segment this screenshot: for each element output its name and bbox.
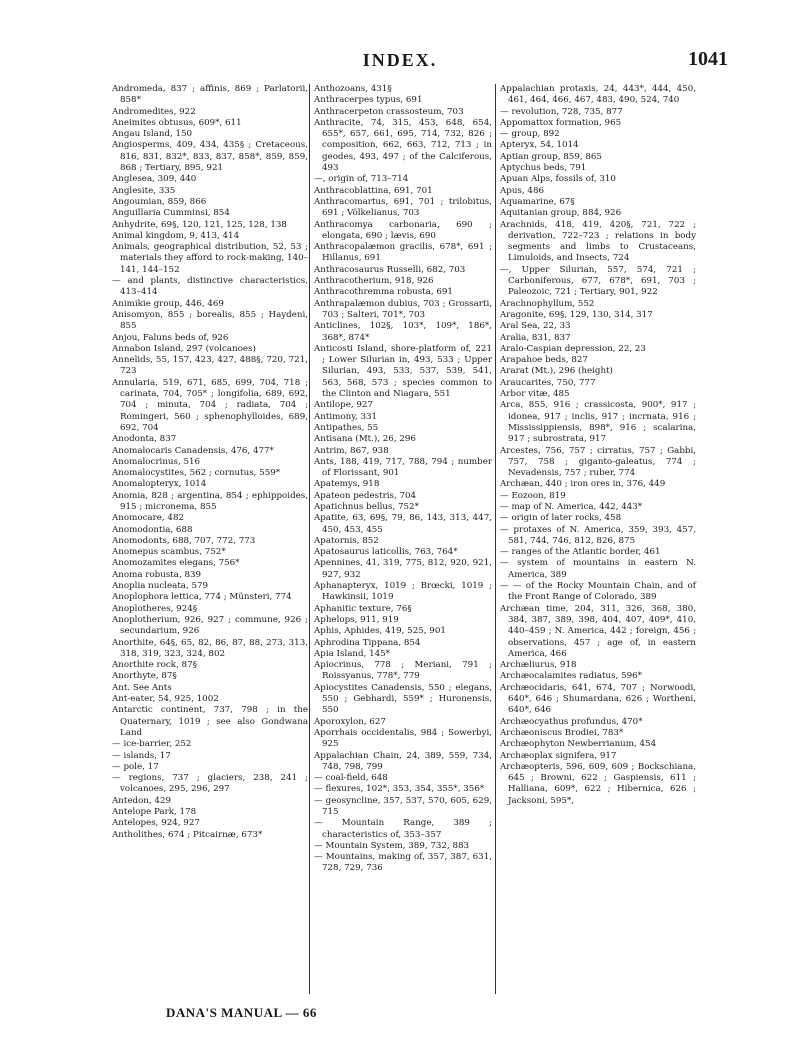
index-entry: Arcestes, 756, 757 ; cirratus, 757 ; Gabbi, 757, 758 ; giganto-galeatus, 774 ; Nevadensis, 757 ; ruber, 774 — [500, 445, 696, 479]
index-entry: — map of N. America, 442, 443* — [500, 501, 643, 512]
index-entry: Anisomyon, 855 ; borealis, 855 ; Haydeni, 855 — [112, 309, 308, 332]
index-entry: Andromedites, 922 — [112, 106, 196, 117]
index-entry: Anthracerpeton crassosteum, 703 — [314, 106, 464, 117]
index-entry: — revolution, 728, 735, 877 — [500, 106, 623, 117]
index-entry: Apus, 486 — [500, 185, 544, 196]
index-entry: Anthracite, 74, 315, 453, 648, 654, 655*, 657, 661, 695, 714, 732, 826 ; composition, 662, 663, 712, 713 ; in geodes, 493, 497 ; of the Calciferous, 493 — [314, 117, 492, 174]
index-entry: Aquamarine, 67§ — [500, 196, 575, 207]
index-entry: Anglesea, 309, 440 — [112, 174, 197, 185]
index-entry: Aral Sea, 22, 33 — [500, 321, 571, 332]
index-entry: Aporrhais occidentalis, 984 ; Sowerbyi, 925 — [314, 727, 492, 750]
index-entry: Apatichnus bellus, 752* — [314, 501, 419, 512]
index-entry: — geosyncline, 357, 537, 570, 605, 629, 715 — [314, 795, 492, 817]
index-entry: Antrim, 867, 938 — [314, 445, 389, 456]
index-entry: Anorthyte, 87§ — [112, 671, 177, 682]
index-entry: Archæocalamites radiatus, 596* — [500, 671, 642, 682]
index-entry: Archæocidaris, 641, 674, 707 ; Norwoodi, 640*, 646 ; Shumardana, 626 ; Wortheni, 640*, 646 — [500, 682, 696, 716]
index-entry: Appalachian Chain, 24, 389, 559, 734, 748, 798, 799 — [314, 750, 492, 772]
index-entry: Animals, geographical distribution, 52, 53 ; materials they afford to rock-making, 140–141, 144–152 — [112, 242, 308, 275]
index-entry: Archæan time, 204, 311, 326, 368, 380, 384, 387, 389, 398, 404, 407, 409*, 410, 440–459 ; N. America, 442 ; foreign, 456 ; observations, 457 ; age of, in eastern America, 466 — [500, 603, 696, 659]
index-entry: Apiocystites Canadensis, 550 ; elegans, 550 ; Gebhardi, 559* ; Huronensis, 550 — [314, 682, 492, 716]
index-entry: —, Upper Silurian, 557, 574, 721 ; Carboniferous, 677, 678*, 691, 703 ; Paleozoic, 721 ; Tertiary, 901, 922 — [500, 264, 696, 298]
index-entry: Arachnophyllum, 552 — [500, 298, 595, 309]
index-entry: Apateon pedestris, 704 — [314, 490, 417, 501]
column-rule — [309, 84, 310, 994]
index-entry: Anthracothremma robusta, 691 — [314, 287, 453, 298]
index-entry: Ant-eater, 54, 925, 1002 — [112, 694, 219, 705]
index-entry: Anomocare, 482 — [112, 513, 185, 524]
index-column-right — [500, 84, 696, 807]
index-entry: Antipathes, 55 — [314, 422, 379, 433]
index-entry: Apatite, 63, 69§, 79, 86, 143, 313, 447, 450, 453, 455 — [314, 513, 492, 535]
index-entry: Anhydrite, 69§, 120, 121, 125, 128, 138 — [112, 219, 287, 230]
index-entry: Apteryx, 54, 1014 — [500, 140, 579, 151]
index-entry: Ant. See Ants — [112, 682, 172, 693]
index-entry: Apatemys, 918 — [314, 479, 380, 490]
index-entry: — ranges of the Atlantic border, 461 — [500, 547, 661, 558]
index-entry: Apuan Alps, fossils of, 310 — [500, 174, 616, 185]
index-entry: Anomodonts, 688, 707, 772, 773 — [112, 535, 256, 546]
index-entry: — Eozoon, 819 — [500, 490, 566, 501]
index-entry: Anomalocaris Canadensis, 476, 477* — [112, 445, 274, 456]
index-entry: Anorthite, 64§, 65, 82, 86, 87, 88, 273, 313, 318, 319, 323, 324, 802 — [112, 637, 308, 659]
index-entry: Anthracotherium, 918, 926 — [314, 276, 434, 287]
index-entry: Arca, 855, 916 ; crassicosta, 900*, 917 ; idonea, 917 ; inclis, 917 ; incrnata, 916 ; Mississippiensis, 898*, 916 ; scalarina, 917 ; subrostrata, 917 — [500, 400, 696, 445]
index-entry: — and plants, distinctive characteristics, 413–414 — [112, 276, 308, 298]
index-entry: Anoma robusta, 839 — [112, 569, 202, 580]
index-entry: Anoplotheres, 924§ — [112, 603, 198, 614]
index-entry: Animal kingdom, 9, 413, 414 — [112, 230, 240, 241]
index-entry: Arachnids, 418, 419, 420§, 721, 722 ; derivation, 722–723 ; relations in body segments and limbs to Crustaceans, Limuloids, and Insects, 724 — [500, 219, 696, 264]
index-entry: Anomozamites elegans, 756* — [112, 558, 240, 569]
index-entry: Archæoplax signifera, 917 — [500, 750, 617, 761]
index-entry: Annabon Island, 297 (volcanoes) — [112, 343, 256, 354]
index-entry: — flexures, 102*, 353, 354, 355*, 356* — [314, 784, 485, 795]
page-footer-signature: DANA'S MANUAL — 66 — [166, 1005, 317, 1020]
index-entry: Aragonite, 69§, 129, 130, 314, 317 — [500, 309, 653, 320]
index-entry: Arapahoe beds, 827 — [500, 355, 588, 366]
index-entry: Anorthite rock, 87§ — [112, 660, 197, 671]
index-entry: Antelopes, 924, 927 — [112, 818, 200, 829]
index-entry: Angoumian, 859, 866 — [112, 196, 207, 207]
index-entry: Archæophyton Newberrianum, 454 — [500, 739, 657, 750]
index-entry: Ararat (Mt.), 296 (height) — [500, 366, 613, 377]
index-entry: Anguillaria Cumminsi, 854 — [112, 208, 230, 219]
index-entry: Anjou, Faluns beds of, 926 — [112, 332, 229, 343]
index-entry: — islands, 17 — [112, 750, 171, 761]
index-entry: Aptychus beds, 791 — [500, 163, 587, 174]
index-entry: Anthracopalæmon gracilis, 678*, 691 ; Hillanus, 691 — [314, 242, 492, 264]
index-entry: Aphanapteryx, 1019 ; Brœcki, 1019 ; Hawkinsii, 1019 — [314, 581, 492, 603]
index-entry: Aralo-Caspian depression, 22, 23 — [500, 343, 646, 354]
index-entry: Anglesite, 335 — [112, 185, 176, 196]
index-entry: Appomattox formation, 965 — [500, 117, 622, 128]
index-entry: Anticosti Island, shore-platform of, 221 ; Lower Silurian in, 493, 533 ; Upper Silurian, 493, 533, 537, 539, 541, 563, 568, 573 ; species common to the Clinton and Niagara, 551 — [314, 343, 492, 400]
index-entry: Archæopteris, 596, 609, 609 ; Bockschiana, 645 ; Browni, 622 ; Gaspiensis, 611 ; Halliana, 609*, 622 ; Hibernica, 626 ; Jacksoni, 595*, — [500, 761, 696, 806]
index-entry: Anthracoblattina, 691, 701 — [314, 185, 433, 196]
index-entry: — Mountain System, 389, 732, 883 — [314, 840, 470, 851]
index-entry: Aphelops, 911, 919 — [314, 614, 399, 625]
index-entry: Aneimites obtusus, 609*, 611 — [112, 117, 242, 128]
index-entry: Anticlines, 102§, 103*, 109*, 186*, 368*, 874* — [314, 321, 492, 343]
index-entry: — — of the Rocky Mountain Chain, and of the Front Range of Colorado, 389 — [500, 581, 696, 603]
index-entry: Anthracosaurus Russelli, 682, 703 — [314, 264, 466, 275]
index-entry: Antimony, 331 — [314, 411, 378, 422]
index-entry: Anthozoans, 431§ — [314, 84, 392, 94]
index-entry: — protaxes of N. America, 359, 393, 457, 581, 744, 746, 812, 826, 875 — [500, 524, 696, 546]
index-entry: — regions, 737 ; glaciers, 238, 241 ; volcanoes, 295, 296, 297 — [112, 773, 308, 795]
index-entry: Anthracomartus, 691, 701 ; trilobitus, 691 ; Völkelianus, 703 — [314, 196, 492, 219]
index-entry: Antisana (Mt.), 26, 296 — [314, 434, 416, 445]
index-entry: — origin of later rocks, 458 — [500, 513, 622, 524]
index-entry: Appalachian protaxis, 24, 443*, 444, 450, 461, 464, 466, 467, 483, 490, 524, 740 — [500, 84, 696, 106]
index-entry: Anthracomya carbonaria, 690 ; elongata, 690 ; lævis, 690 — [314, 219, 492, 241]
index-entry: Aquitanian group, 884, 926 — [500, 208, 622, 219]
index-entry: Anomalocystites, 562 ; cornutus, 559* — [112, 468, 281, 479]
index-entry: Annelids, 55, 157, 423, 427, 488§, 720, 721, 723 — [112, 355, 308, 377]
index-entry: Archæan, 440 ; iron ores in, 376, 449 — [500, 479, 666, 490]
index-entry: Antarctic continent, 737, 798 ; in the Quaternary, 1019 ; see also Gondwana Land — [112, 705, 308, 738]
index-entry: Apia Island, 145* — [314, 648, 391, 659]
index-entry: Archæocyathus profundus, 470* — [500, 716, 643, 727]
index-entry: Aptian group, 859, 865 — [500, 151, 602, 162]
index-entry: Anomepus scambus, 752* — [112, 547, 226, 558]
index-entry: Arbor vitæ, 485 — [500, 389, 570, 400]
index-entry: Antelope Park, 178 — [112, 807, 197, 817]
page-number: 1041 — [688, 48, 728, 70]
index-entry: Anomia, 828 ; argentina, 854 ; ephippoides, 915 ; micronema, 855 — [112, 490, 308, 512]
index-entry: Antilope, 927 — [314, 400, 373, 411]
index-entry: Anthrapalæmon dubius, 703 ; Grossarti, 703 ; Salteri, 701*, 703 — [314, 298, 492, 320]
index-entry: Aphanitic texture, 76§ — [314, 603, 412, 614]
index-entry: Ants, 188, 419, 717, 788, 794 ; number of Florissant, 901 — [314, 456, 492, 479]
index-entry: Antedon, 429 — [112, 795, 171, 806]
index-entry: Andromeda, 837 ; affinis, 869 ; Parlatorii, 858* — [112, 84, 308, 106]
index-entry: — system of mountains in eastern N. America, 389 — [500, 558, 696, 580]
index-entry: Antholithes, 674 ; Pitcairnæ, 673* — [112, 829, 263, 840]
index-entry: —, origin of, 713–714 — [314, 174, 409, 185]
index-column-left — [112, 84, 308, 841]
index-entry: Archæoniscus Brodiei, 783* — [500, 727, 624, 738]
index-entry: Apatosaurus laticollis, 763, 764* — [314, 547, 458, 558]
index-entry: Apatornis, 852 — [314, 535, 379, 546]
index-entry: Archæliurus, 918 — [500, 660, 577, 671]
index-entry: Angiosperms, 409, 434, 435§ ; Cretaceous, 816, 831, 832*, 833, 837, 858*, 859, 859, 868 ; Tertiary, 895, 921 — [112, 140, 308, 174]
index-entry: Anoplophora lettica, 774 ; Münsteri, 774 — [112, 592, 292, 603]
column-rule — [495, 84, 496, 994]
index-entry: Anomodontia, 688 — [112, 524, 193, 535]
index-entry: Aphrodina Tippana, 854 — [314, 637, 421, 648]
index-entry: Animikie group, 446, 469 — [112, 298, 224, 309]
index-entry: — group, 892 — [500, 129, 560, 140]
index-entry: Angau Island, 150 — [112, 129, 193, 140]
index-entry: Anomalopteryx, 1014 — [112, 479, 207, 490]
running-header-title: INDEX. — [362, 50, 438, 70]
index-entry: — ice-barrier, 252 — [112, 739, 192, 750]
index-entry: Aporoxylon, 627 — [314, 716, 386, 727]
index-entry: Araucarites, 750, 777 — [500, 377, 596, 388]
index-entry: Anthracerpes typus, 691 — [314, 95, 423, 106]
index-entry: Anomalocrinus, 516 — [112, 456, 201, 467]
index-entry: — Mountain Range, 389 ; characteristics of, 353–357 — [314, 818, 492, 840]
index-entry: Apiocrinus, 778 ; Meriani, 791 ; Roissyanus, 778*, 779 — [314, 660, 492, 682]
index-entry: — coal-field, 648 — [314, 773, 388, 784]
index-entry: Aralia, 831, 837 — [500, 332, 571, 343]
index-entry: Aphis, Aphides, 419, 525, 901 — [314, 626, 446, 637]
index-entry: Anodonta, 837 — [112, 434, 177, 445]
index-entry: — pole, 17 — [112, 761, 159, 772]
index-entry: Anoplotherium, 926, 927 ; commune, 926 ; secundarium, 926 — [112, 614, 308, 637]
index-column-middle — [314, 84, 492, 875]
index-entry: — Mountains, making of, 357, 387, 631, 728, 729, 736 — [314, 852, 492, 874]
index-entry: Anoplia nucleata, 579 — [112, 581, 209, 592]
index-entry: Annularia, 519, 671, 685, 699, 704, 718 ; carinata, 704, 705* ; longifolia, 689, 692, 704 ; minuta, 704 ; radiata, 704 ; Romingeri, 560 ; sphenophylloides, 689, 692, 704 — [112, 377, 308, 433]
index-entry: Apennines, 41, 319, 775, 812, 920, 921, 927, 932 — [314, 558, 492, 580]
